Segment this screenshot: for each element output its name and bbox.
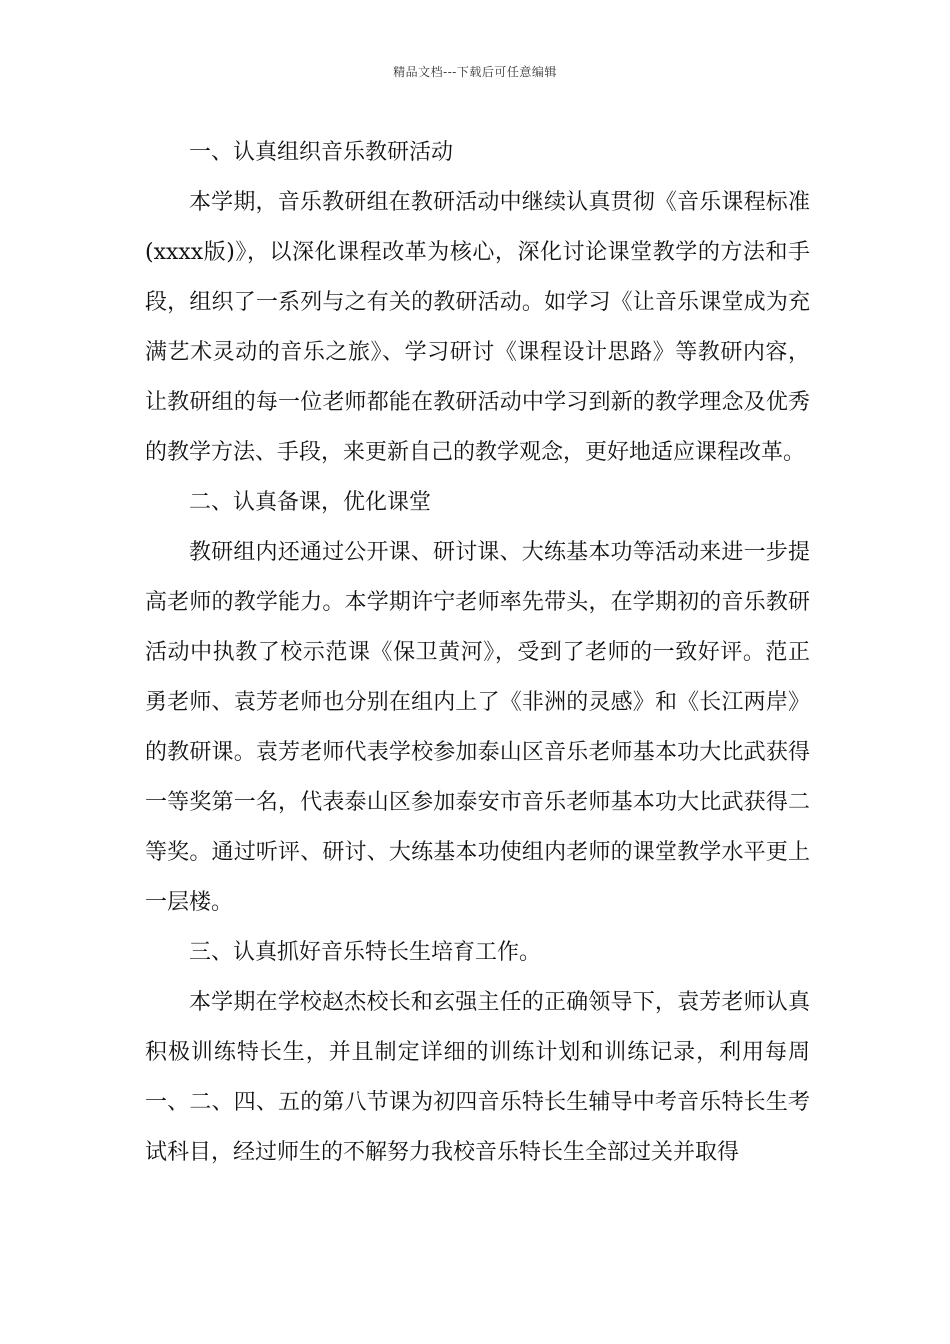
section-paragraph-1: 本学期，音乐教研组在教研活动中继续认真贯彻《音乐课程标准(xxxx版)》，以深化课程改革为核心，深化讨论课堂教学的方法和手段，组织了一系列与之有关的教研活动。如学习《让音乐课堂成为充满艺术灵动的音乐之旅》、学习研讨《课程设计思路》等教研内容，让教研组的每一位老师都能在教研活动中学习到新的教学理念及优秀的教学方法、手段，来更新自己的教学观念，更好地适应课程改革。	[145, 190, 810, 465]
document-body	[145, 128, 810, 1178]
section-paragraph-3: 本学期在学校赵杰校长和玄强主任的正确领导下，袁芳老师认真积极训练特长生，并且制定详细的训练计划和训练记录，利用每周一、二、四、五的第八节课为初四音乐特长生辅导中考音乐特长生考试科目，经过师生的不解努力我校音乐特长生全部过关并取得	[145, 990, 810, 1165]
section-heading-2: 二、认真备课，优化课堂	[189, 490, 432, 515]
page-header: 精品文档---下载后可任意编辑	[393, 65, 557, 79]
section-heading-3: 三、认真抓好音乐特长生培育工作。	[189, 940, 542, 965]
section-paragraph-2: 教研组内还通过公开课、研讨课、大练基本功等活动来进一步提高老师的教学能力。本学期许宁老师率先带头，在学期初的音乐教研活动中执教了校示范课《保卫黄河》，受到了老师的一致好评。范正勇老师、袁芳老师也分别在组内上了《非洲的灵感》和《长江两岸》的教研课。袁芳老师代表学校参加泰山区音乐老师基本功大比武获得一等奖第一名，代表泰山区参加泰安市音乐老师基本功大比武获得二等奖。通过听评、研讨、大练基本功使组内老师的课堂教学水平更上一层楼。	[145, 540, 810, 915]
section-heading-1: 一、认真组织音乐教研活动	[189, 140, 454, 165]
